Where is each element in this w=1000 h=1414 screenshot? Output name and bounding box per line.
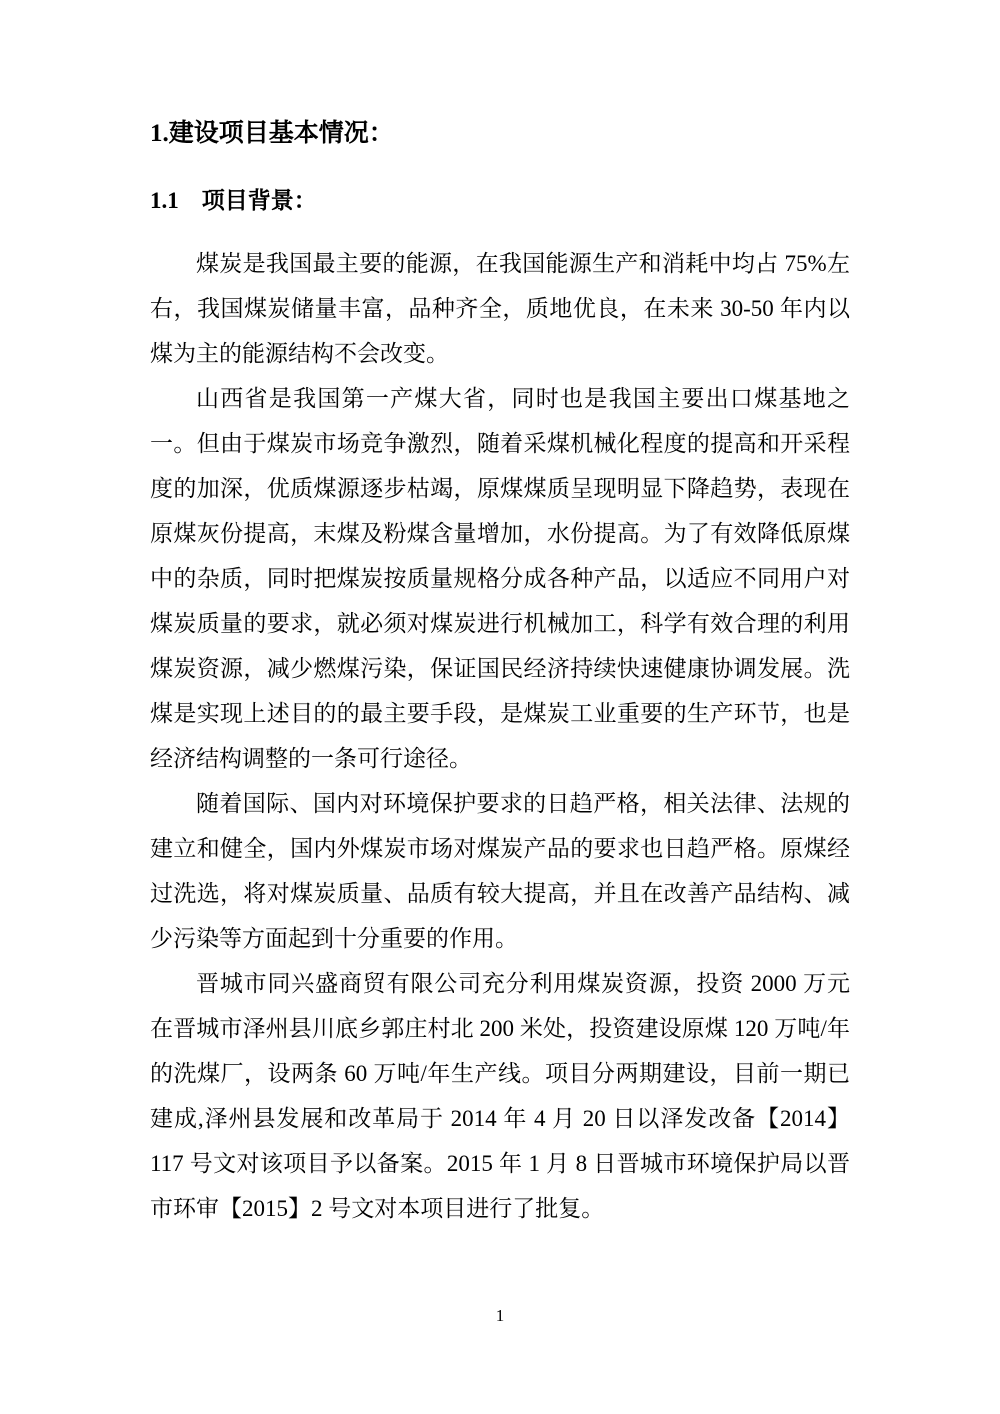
body-text bbox=[150, 241, 850, 1231]
paragraph-environment-requirements: 随着国际、国内对环境保护要求的日趋严格，相关法律、法规的建立和健全，国内外煤炭市场对煤炭产品的要求也日趋严格。原煤经过洗选，将对煤炭质量、品质有较大提高，并且在改善产品结构、减少污染等方面起到十分重要的作用。 bbox=[150, 791, 850, 951]
page-number: 1 bbox=[495, 1306, 505, 1325]
page-content bbox=[150, 118, 850, 1231]
subsection-heading: 1.1 项目背景： bbox=[150, 188, 317, 213]
paragraph-shanxi-coal: 山西省是我国第一产煤大省，同时也是我国主要出口煤基地之一。但由于煤炭市场竞争激烈，随着采煤机械化程度的提高和开采程度的加深，优质煤源逐步枯竭，原煤煤质呈现明显下降趋势，表现在原煤灰份提高，末煤及粉煤含量增加，水份提高。为了有效降低原煤中的杂质，同时把煤炭按质量规格分成各种产品，以适应不同用户对煤炭质量的要求，就必须对煤炭进行机械加工，科学有效合理的利用煤炭资源，减少燃煤污染，保证国民经济持续快速健康协调发展。洗煤是实现上述目的的最主要手段，是煤炭工业重要的生产环节，也是经济结构调整的一条可行途径。 bbox=[150, 386, 850, 771]
section-heading: 1.建设项目基本情况： bbox=[150, 120, 394, 147]
paragraph-project-approval: 晋城市同兴盛商贸有限公司充分利用煤炭资源，投资 2000 万元在晋城市泽州县川底乡郭庄村北 200 米处，投资建设原煤 120 万吨/年的洗煤厂，设两条 60 万吨/年生产线。项目分两期建设，目前一期已建成,泽州县发展和改革局于 2014 年 4 月 20 日以泽发改备【2014】117 号文对该项目予以备案。2015 年 1 月 8 日晋城市环境保护局以晋市环审【2015】2 号文对本项目进行了批复。 bbox=[150, 971, 850, 1221]
paragraph-coal-energy: 煤炭是我国最主要的能源，在我国能源生产和消耗中均占 75%左右，我国煤炭储量丰富，品种齐全，质地优良，在未来 30-50 年内以煤为主的能源结构不会改变。 bbox=[150, 251, 850, 366]
